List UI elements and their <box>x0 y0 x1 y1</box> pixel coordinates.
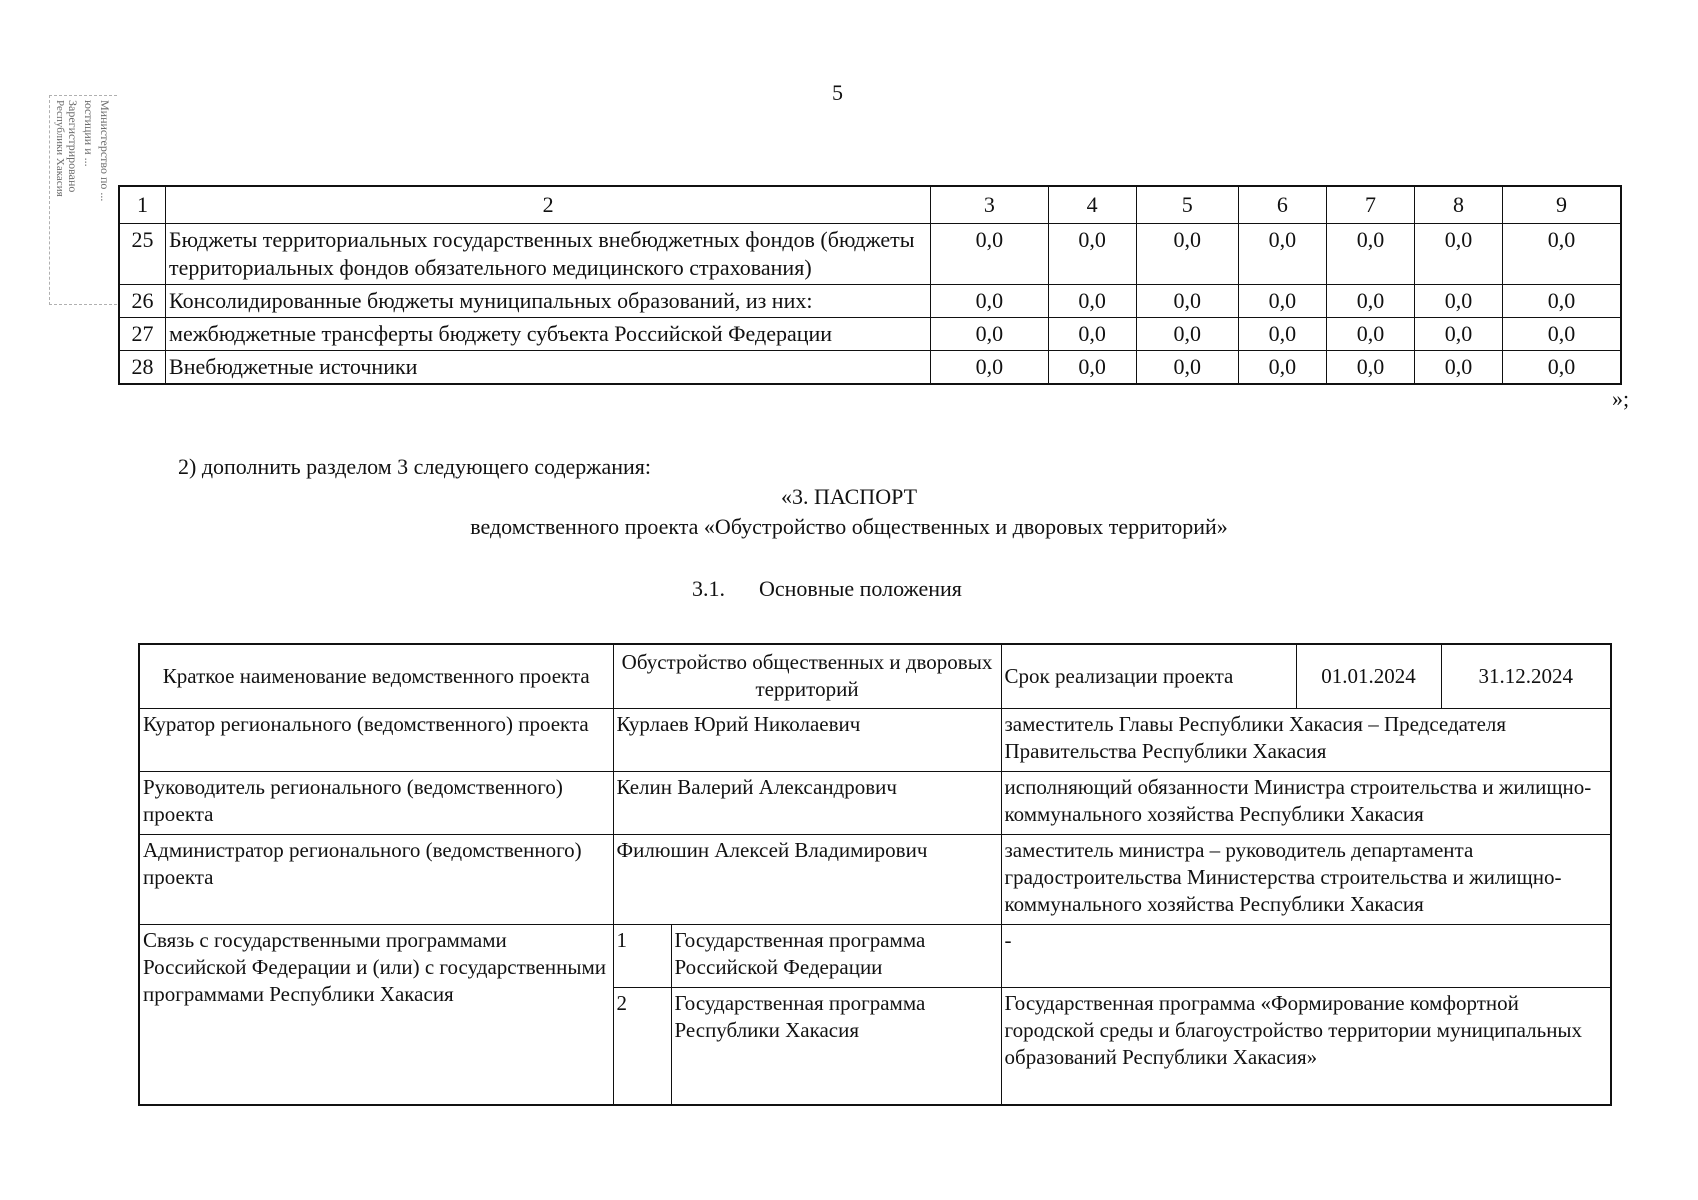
column-header: 8 <box>1414 186 1502 224</box>
row-value: 0,0 <box>1136 224 1238 285</box>
registration-stamp <box>49 95 117 305</box>
table-row <box>139 834 1611 924</box>
column-header: 2 <box>166 186 931 224</box>
row-name: Консолидированные бюджеты муниципальных образований, из них: <box>166 285 931 318</box>
section-title: Основные положения <box>759 576 962 601</box>
program-number: 1 <box>613 924 671 987</box>
table-row <box>119 318 1621 351</box>
row-value: 0,0 <box>1326 318 1414 351</box>
stamp-line: Министерство по ... <box>98 100 112 202</box>
row-value: 0,0 <box>1414 285 1502 318</box>
row-number: 25 <box>119 224 166 285</box>
curator-name: Курлаев Юрий Николаевич <box>613 708 1001 771</box>
admin-name: Филюшин Алексей Владимирович <box>613 834 1001 924</box>
stamp-line: юстиции и ... <box>82 100 96 167</box>
program-link-label: Связь с государственными программами Российской Федерации и (или) с государственными программами Республики Хакасия <box>139 924 613 1105</box>
passport-table <box>138 643 1612 1106</box>
row-value: 0,0 <box>1238 318 1326 351</box>
admin-position: заместитель министра – руководитель департамента градостроительства Министерства строительства и жилищно-коммунального хозяйства Республики Хакасия <box>1001 834 1611 924</box>
row-value: 0,0 <box>931 318 1048 351</box>
passport-subheading: ведомственного проекта «Обустройство общественных и дворовых территорий» <box>470 514 1228 539</box>
row-value: 0,0 <box>931 285 1048 318</box>
column-header: 6 <box>1238 186 1326 224</box>
row-value: 0,0 <box>1238 351 1326 385</box>
row-value: 0,0 <box>1048 285 1136 318</box>
term-end: 31.12.2024 <box>1441 644 1611 708</box>
column-header: 1 <box>119 186 166 224</box>
table-row <box>139 771 1611 834</box>
term-label: Срок реализации проекта <box>1001 644 1296 708</box>
row-value: 0,0 <box>1326 224 1414 285</box>
section-number: 3.1. <box>692 576 725 601</box>
budget-table <box>118 185 1622 385</box>
row-number: 27 <box>119 318 166 351</box>
row-value: 0,0 <box>931 224 1048 285</box>
term-start: 01.01.2024 <box>1296 644 1441 708</box>
column-header: 3 <box>931 186 1048 224</box>
row-value: 0,0 <box>931 351 1048 385</box>
row-value: 0,0 <box>1503 351 1621 385</box>
table-row <box>119 285 1621 318</box>
head-name: Келин Валерий Александрович <box>613 771 1001 834</box>
row-value: 0,0 <box>1048 318 1136 351</box>
table-row <box>139 644 1611 708</box>
short-name-label: Краткое наименование ведомственного проекта <box>139 644 613 708</box>
row-name: Внебюджетные источники <box>166 351 931 385</box>
row-value: 0,0 <box>1238 285 1326 318</box>
table-row <box>139 708 1611 771</box>
row-value: 0,0 <box>1048 351 1136 385</box>
row-value: 0,0 <box>1136 351 1238 385</box>
admin-label: Администратор регионального (ведомственного) проекта <box>139 834 613 924</box>
curator-label: Куратор регионального (ведомственного) проекта <box>139 708 613 771</box>
row-number: 26 <box>119 285 166 318</box>
row-value: 0,0 <box>1503 285 1621 318</box>
program-value: - <box>1001 924 1611 987</box>
column-header: 9 <box>1503 186 1621 224</box>
budget-header-row <box>119 186 1621 224</box>
program-type: Государственная программа Российской Федерации <box>671 924 1001 987</box>
passport-heading: «3. ПАСПОРТ <box>780 484 918 509</box>
head-position: исполняющий обязанности Министра строительства и жилищно-коммунального хозяйства Республики Хакасия <box>1001 771 1611 834</box>
intro-paragraph: 2) дополнить разделом 3 следующего содержания: <box>178 454 652 479</box>
column-header: 7 <box>1326 186 1414 224</box>
row-value: 0,0 <box>1326 351 1414 385</box>
row-name: Бюджеты территориальных государственных внебюджетных фондов (бюджеты территориальных фондов обязательного медицинского страхования) <box>166 224 931 285</box>
row-value: 0,0 <box>1048 224 1136 285</box>
table-row <box>139 924 1611 987</box>
row-value: 0,0 <box>1238 224 1326 285</box>
stamp-line: Республики Хакасия <box>54 100 66 197</box>
program-type: Государственная программа Республики Хакасия <box>671 987 1001 1105</box>
head-label: Руководитель регионального (ведомственного) проекта <box>139 771 613 834</box>
column-header: 5 <box>1136 186 1238 224</box>
column-header: 4 <box>1048 186 1136 224</box>
row-value: 0,0 <box>1136 285 1238 318</box>
row-value: 0,0 <box>1414 318 1502 351</box>
row-value: 0,0 <box>1503 318 1621 351</box>
stamp-line: Зарегистрировано <box>66 100 80 193</box>
program-value: Государственная программа «Формирование комфортной городской среды и благоустройство территории муниципальных образований Республики Хакасия» <box>1001 987 1611 1105</box>
page-number: 5 <box>832 80 843 105</box>
row-value: 0,0 <box>1326 285 1414 318</box>
row-value: 0,0 <box>1136 318 1238 351</box>
row-name: межбюджетные трансферты бюджету субъекта Российской Федерации <box>166 318 931 351</box>
row-value: 0,0 <box>1414 351 1502 385</box>
section-heading <box>692 576 962 602</box>
table-row <box>119 224 1621 285</box>
short-name-value: Обустройство общественных и дворовых территорий <box>613 644 1001 708</box>
table-row <box>119 351 1621 385</box>
program-number: 2 <box>613 987 671 1105</box>
row-number: 28 <box>119 351 166 385</box>
row-value: 0,0 <box>1503 224 1621 285</box>
curator-position: заместитель Главы Республики Хакасия – Председателя Правительства Республики Хакасия <box>1001 708 1611 771</box>
closing-quote: »; <box>1612 386 1630 411</box>
row-value: 0,0 <box>1414 224 1502 285</box>
